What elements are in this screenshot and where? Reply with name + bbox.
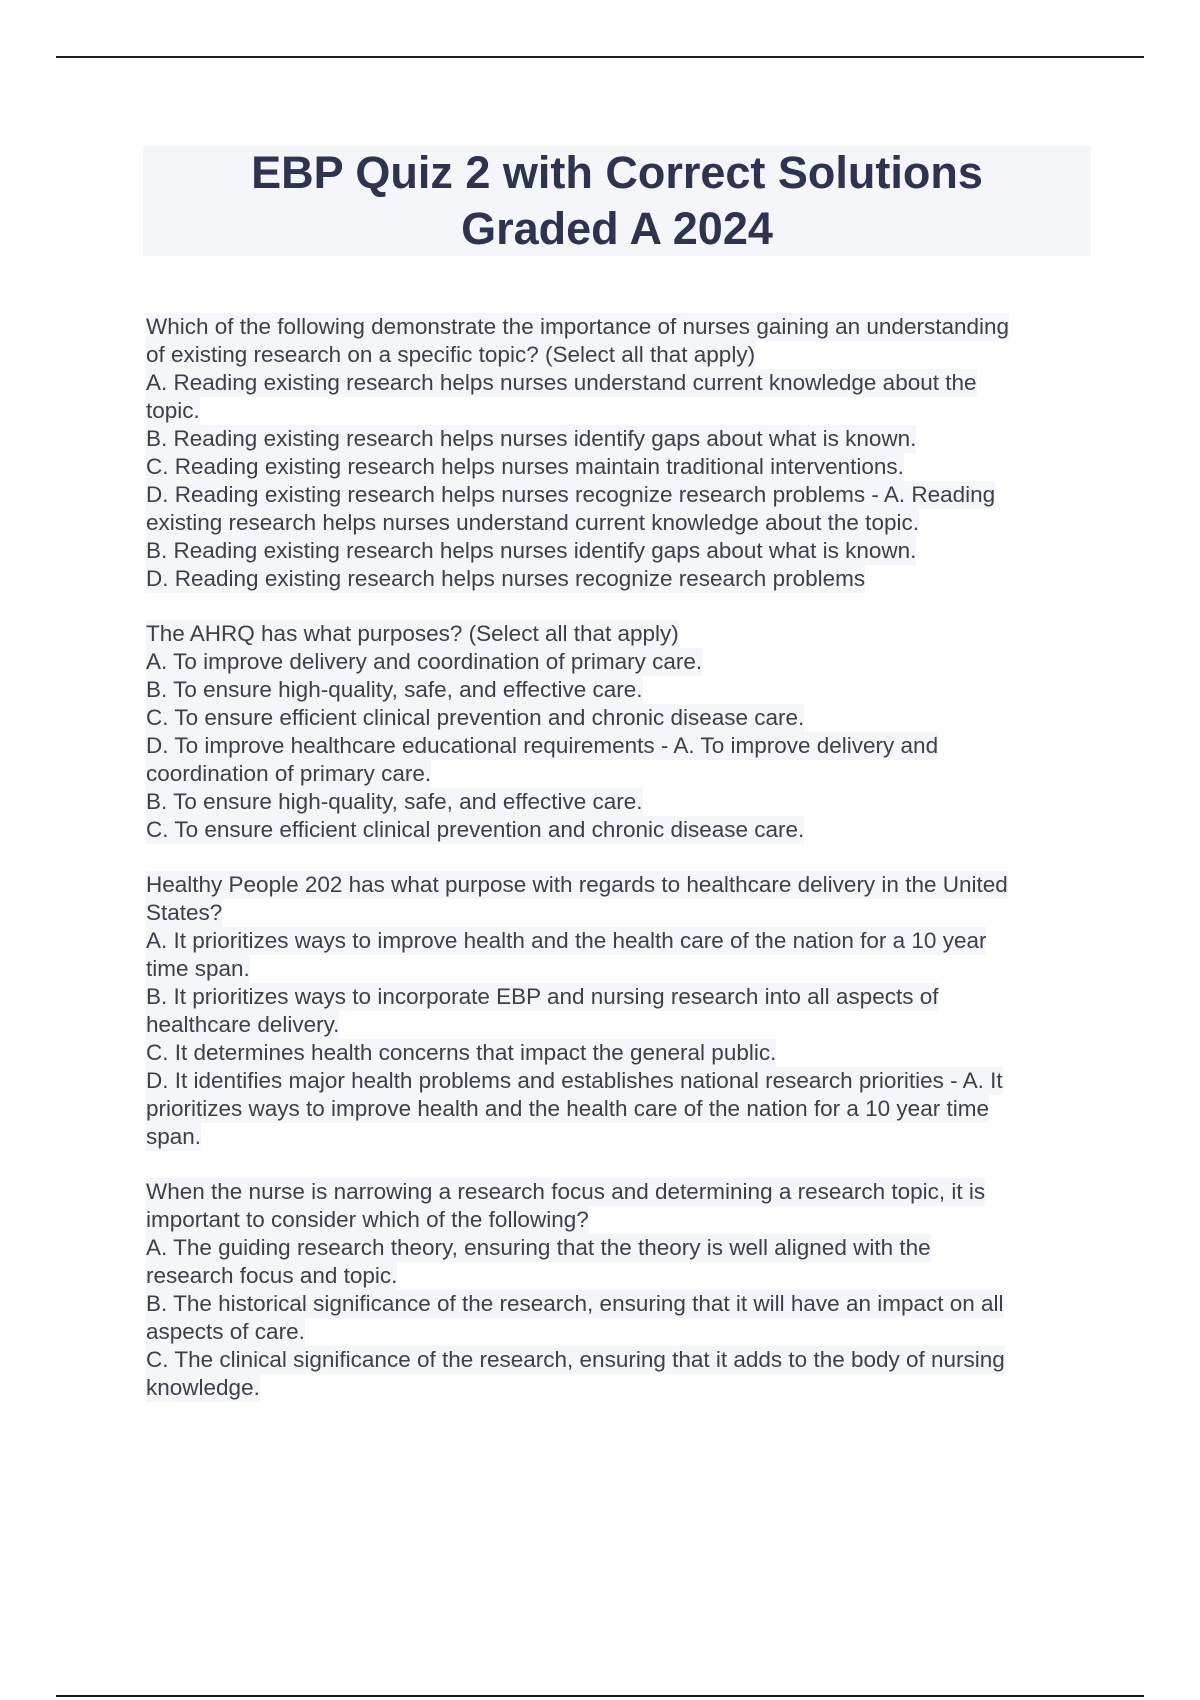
document-title bbox=[143, 146, 1091, 256]
question-4-line: C. The clinical significance of the research, ensuring that it adds to the body of nursing bbox=[146, 1347, 1005, 1372]
question-block-1 bbox=[146, 313, 1096, 593]
page-bottom-rule bbox=[56, 1695, 1144, 1697]
question-block-3 bbox=[146, 871, 1096, 1151]
question-3-line: C. It determines health concerns that impact the general public. bbox=[146, 1040, 777, 1065]
question-3-line: Healthy People 202 has what purpose with regards to healthcare delivery in the United bbox=[146, 872, 1008, 897]
page-top-rule bbox=[56, 56, 1144, 58]
title-line-1: EBP Quiz 2 with Correct Solutions bbox=[251, 147, 983, 198]
question-3-line: States? bbox=[146, 900, 223, 925]
question-3-line: A. It prioritizes ways to improve health and the health care of the nation for a 10 year bbox=[146, 928, 987, 953]
question-3-line: D. It identifies major health problems and establishes national research priorities - A. It bbox=[146, 1068, 1003, 1093]
question-4-line: research focus and topic. bbox=[146, 1263, 398, 1288]
question-1-line: D. Reading existing research helps nurses recognize research problems - A. Reading bbox=[146, 482, 996, 507]
question-1-line: B. Reading existing research helps nurses identify gaps about what is known. bbox=[146, 538, 917, 563]
question-4-line: knowledge. bbox=[146, 1375, 260, 1400]
question-3-line: prioritizes ways to improve health and the health care of the nation for a 10 year time bbox=[146, 1096, 989, 1121]
question-2-line: coordination of primary care. bbox=[146, 761, 432, 786]
question-1-line: D. Reading existing research helps nurses recognize research problems bbox=[146, 566, 866, 591]
question-2-line: C. To ensure efficient clinical prevention and chronic disease care. bbox=[146, 817, 805, 842]
question-1-line: topic. bbox=[146, 398, 200, 423]
question-3-line: healthcare delivery. bbox=[146, 1012, 340, 1037]
question-4-line: important to consider which of the following? bbox=[146, 1207, 589, 1232]
question-3-line: span. bbox=[146, 1124, 202, 1149]
question-2-line: The AHRQ has what purposes? (Select all that apply) bbox=[146, 621, 679, 646]
question-1-line: B. Reading existing research helps nurses identify gaps about what is known. bbox=[146, 426, 917, 451]
question-3-line: B. It prioritizes ways to incorporate EBP and nursing research into all aspects of bbox=[146, 984, 939, 1009]
question-1-line: Which of the following demonstrate the importance of nurses gaining an understanding bbox=[146, 314, 1010, 339]
question-block-4 bbox=[146, 1178, 1096, 1402]
question-4-line: When the nurse is narrowing a research focus and determining a research topic, it is bbox=[146, 1179, 986, 1204]
question-2-line: A. To improve delivery and coordination of primary care. bbox=[146, 649, 703, 674]
question-block-2 bbox=[146, 620, 1096, 844]
question-2-line: B. To ensure high-quality, safe, and effective care. bbox=[146, 789, 643, 814]
question-2-line: B. To ensure high-quality, safe, and effective care. bbox=[146, 677, 643, 702]
question-4-line: A. The guiding research theory, ensuring that the theory is well aligned with the bbox=[146, 1235, 931, 1260]
question-1-line: of existing research on a specific topic? (Select all that apply) bbox=[146, 342, 756, 367]
title-line-2: Graded A 2024 bbox=[461, 203, 773, 254]
question-1-line: existing research helps nurses understand current knowledge about the topic. bbox=[146, 510, 919, 535]
question-4-line: aspects of care. bbox=[146, 1319, 305, 1344]
question-4-line: B. The historical significance of the research, ensuring that it will have an impact on all bbox=[146, 1291, 1004, 1316]
question-3-line: time span. bbox=[146, 956, 250, 981]
question-1-line: C. Reading existing research helps nurses maintain traditional interventions. bbox=[146, 454, 904, 479]
question-2-line: D. To improve healthcare educational requirements - A. To improve delivery and bbox=[146, 733, 939, 758]
question-1-line: A. Reading existing research helps nurses understand current knowledge about the bbox=[146, 370, 977, 395]
question-2-line: C. To ensure efficient clinical prevention and chronic disease care. bbox=[146, 705, 805, 730]
quiz-content bbox=[146, 313, 1096, 1429]
